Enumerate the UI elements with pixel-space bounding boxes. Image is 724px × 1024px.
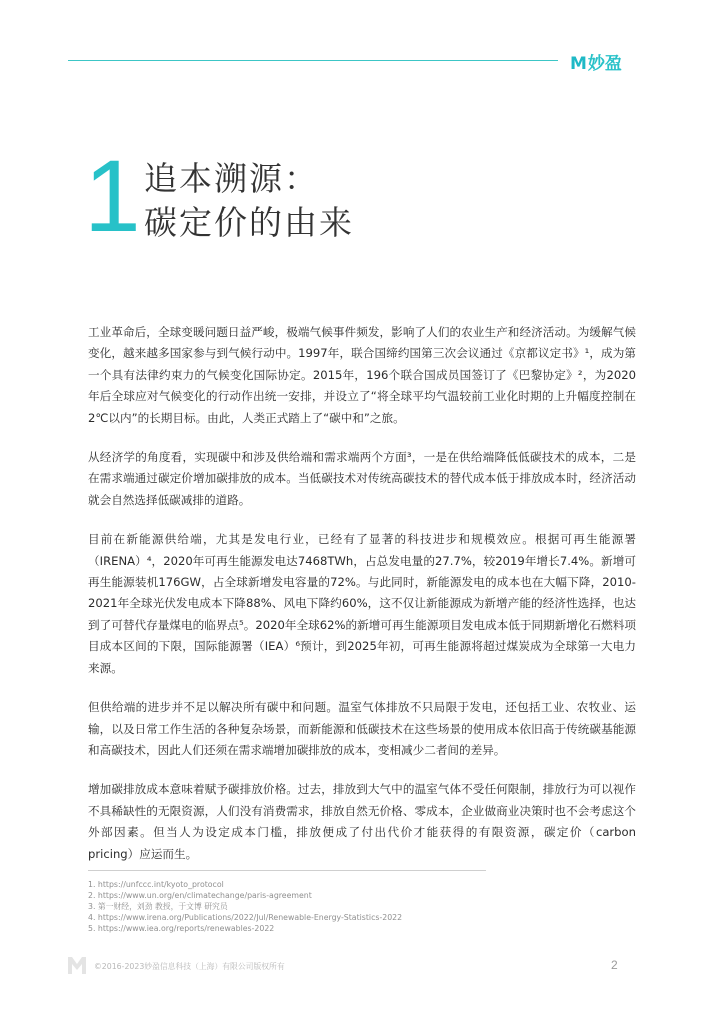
page-number: 2 [611, 958, 618, 972]
paragraph: 但供给端的进步并不足以解决所有碳中和问题。温室气体排放不只局限于发电，还包括工业、农牧业、运输，以及日常工作生活的各种复杂场景，而新能源和低碳技术在这些场景的使用成本依旧高于传统碳基能源和高碳技术，因此人们还须在需求端增加碳排放的成本，变相减少二者间的差异。 [88, 700, 636, 757]
footnote: 3. 第一财经，刘劲 教授，于文博 研究员 [88, 902, 228, 912]
footnote: 4. https://www.irena.org/Publications/2022/Jul/Renewable-Energy-Statistics-2022 [88, 913, 403, 923]
footnote: 2. https://www.un.org/en/climatechange/paris-agreement [88, 891, 312, 901]
header-divider [68, 60, 558, 61]
paragraph: 增加碳排放成本意味着赋予碳排放价格。过去，排放到大气中的温室气体不受任何限制，排放行为可以视作不具稀缺性的无限资源，人们没有消费需求，排放自然无价格、零成本，企业做商业决策时也不会考虑这个外部因素。但当人为设定成本门槛，排放便成了付出代价才能获得的有限资源，碳定价（carbon pricing）应运而生。 [88, 782, 648, 861]
copyright-text: ©2016-2023妙盈信息科技（上海）有限公司版权所有 [94, 962, 285, 971]
footnote: 1. https://unfccc.int/kyoto_protocol [88, 880, 224, 889]
brand-logo: M妙盈 [570, 54, 622, 74]
section-title [144, 157, 354, 245]
section-title-line-1: 追本溯源： [144, 159, 319, 198]
footnote-divider [88, 870, 486, 871]
body-text [88, 322, 648, 883]
footnotes [88, 879, 402, 934]
footnote: 5. https://www.iea.org/reports/renewables-2022 [88, 924, 275, 934]
paragraph: 目前在新能源供给端，尤其是发电行业，已经有了显著的科技进步和规模效应。根据可再生能源署（IRENA）⁴，2020年可再生能源发电达7468TWh，占总发电量的27.7%，较2019年增长7.4%。新增可再生能源装机176GW，占全球新增发电容量的72%。与此同时，新能源发电的成本也在大幅下降，2010-2021年全球光伏发电成本下降88%、风电下降约60%，这不仅让新能源成为新增产能的经济性选择，也达到了可替代存量煤电的临界点⁵。2020年全球62%的新增可再生能源项目发电成本低于同期新增化石燃料项目成本区间的下限，国际能源署（IEA）⁶预计，到2025年初，可再生能源将超过煤炭成为全球第一大电力来源。 [88, 532, 636, 675]
paragraph: 工业革命后，全球变暖问题日益严峻，极端气候事件频发，影响了人们的农业生产和经济活动。为缓解气候变化，越来越多国家参与到气候行动中。1997年，联合国缔约国第三次会议通过《京都议定书》¹，成为第一个具有法律约束力的气候变化国际协定。2015年，196个联合国成员国签订了《巴黎协定》²，为2020年后全球应对气候变化的行动作出统一安排，并设立了“将全球平均气温较前工业化时期的上升幅度控制在2℃以内”的长期目标。由此，人类正式踏上了“碳中和”之旅。 [88, 325, 636, 425]
section-number: 1 [84, 139, 141, 253]
footer-logo-icon [66, 954, 88, 976]
paragraph: 从经济学的角度看，实现碳中和涉及供给端和需求端两个方面³，一是在供给端降低低碳技术的成本，二是在需求端通过碳定价增加碳排放的成本。当低碳技术对传统高碳技术的替代成本低于排放成本时，经济活动就会自然选择低碳减排的道路。 [88, 450, 636, 507]
section-title-line-2: 碳定价的由来 [144, 203, 354, 242]
